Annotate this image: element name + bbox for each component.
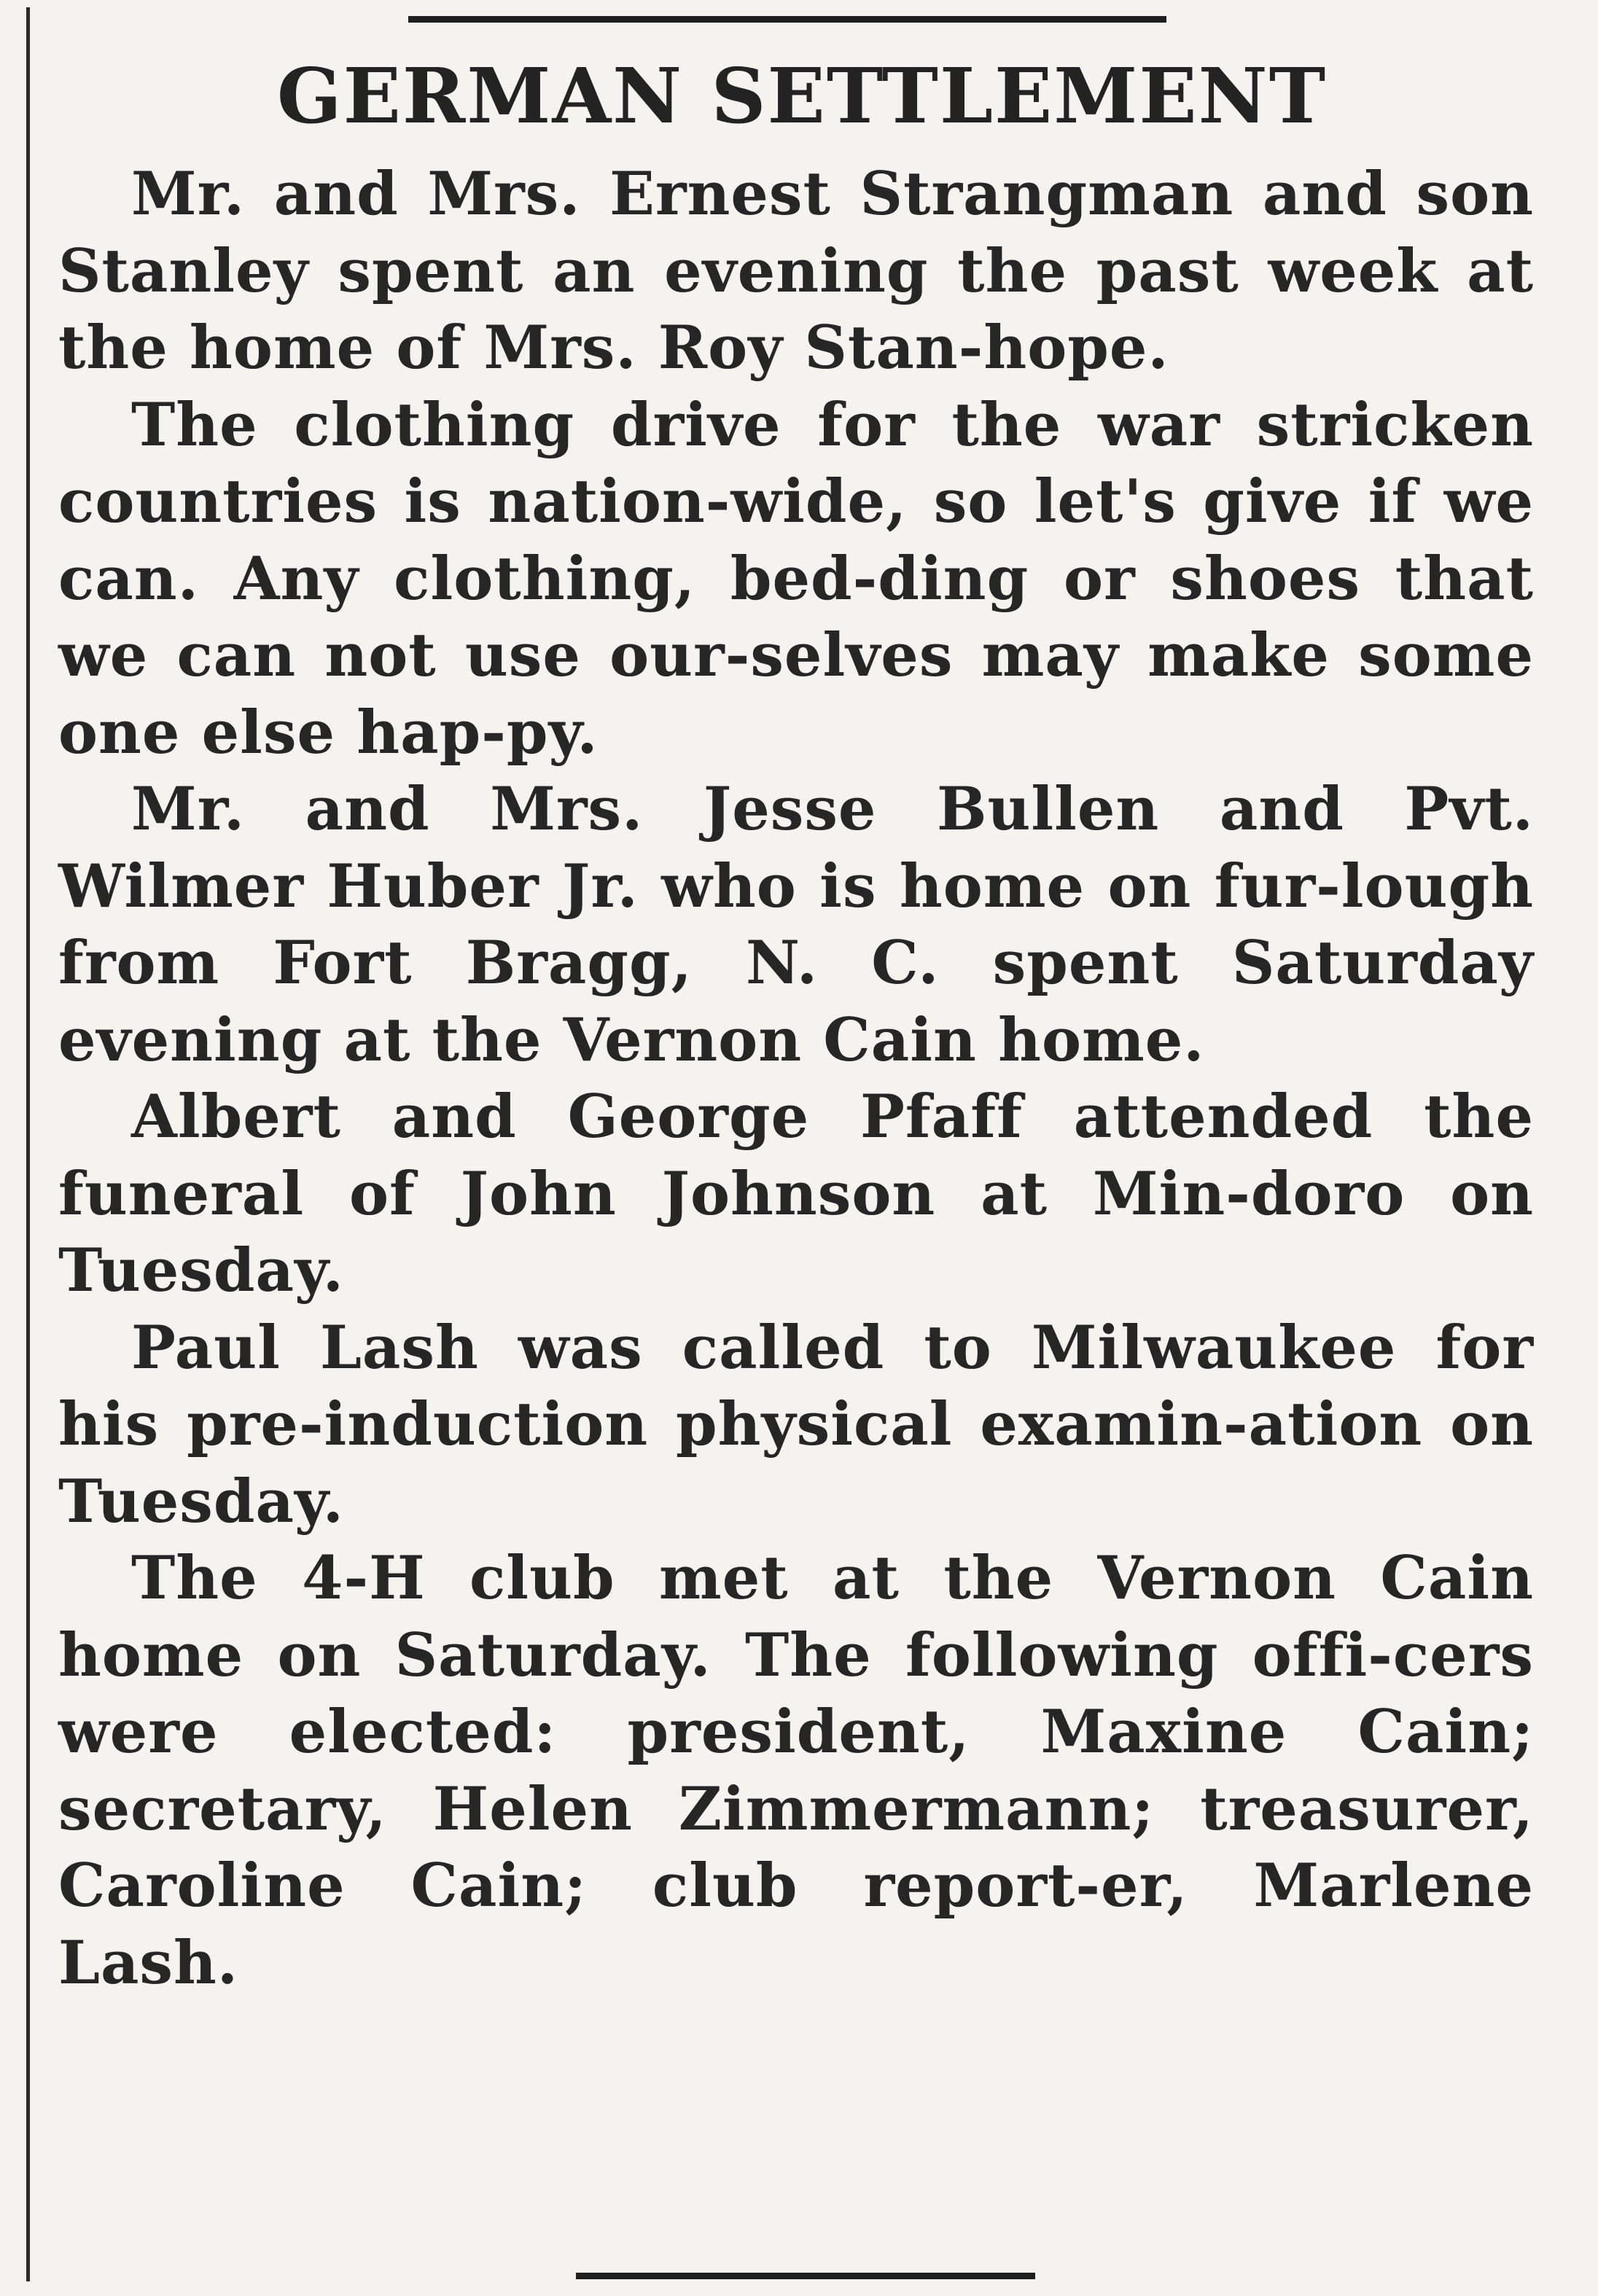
column-rule: [26, 7, 30, 2281]
headline: GERMAN SETTLEMENT: [276, 51, 1328, 141]
top-rule: [408, 16, 1166, 23]
article-body: [58, 156, 1534, 2002]
paragraph-strangman-visit: Mr. and Mrs. Ernest Strangman and son Stanley spent an evening the past week at the home of Mrs. Roy Stan-hope.: [58, 160, 1534, 383]
paragraph-bullen-huber-visit: Mr. and Mrs. Jesse Bullen and Pvt. Wilmer Huber Jr. who is home on fur-lough from Fort Bragg, N. C. spent Saturday evening at the Vernon Cain home.: [58, 775, 1534, 1075]
paragraph-lash-examination: Paul Lash was called to Milwaukee for his pre-induction physical examin-ation on Tuesday.: [58, 1313, 1534, 1536]
bottom-rule: [576, 2273, 1035, 2279]
paragraph-clothing-drive: The clothing drive for the war stricken countries is nation-wide, so let's give if we can. Any clothing, bed-ding or shoes that we can not use our-selves may make some one else hap-py.: [58, 390, 1534, 768]
paragraph-4h-club: The 4-H club met at the Vernon Cain home on Saturday. The following offi-cers were elected: president, Maxine Cain; secretary, Helen Zimmermann; treasurer, Caroline Cain; club report-er, Marlene Lash.: [58, 1544, 1534, 1998]
paragraph-pfaff-funeral: Albert and George Pfaff attended the funeral of John Johnson at Min-doro on Tuesday.: [58, 1082, 1534, 1305]
